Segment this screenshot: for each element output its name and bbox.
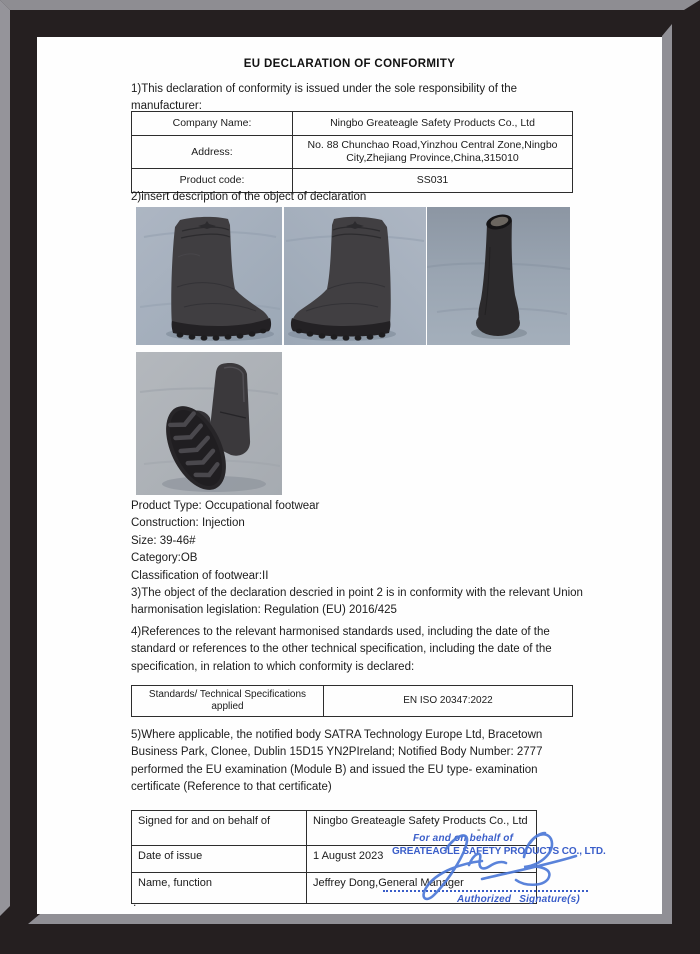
stamp-company-name: GREATEAGLE SAFETY PRODUCTS CO., LTD.	[392, 846, 606, 857]
authorized-signature-caption: Authorized Signature(s)	[457, 894, 580, 905]
point5-text: 5)Where applicable, the notified body SATRA Technology Europe Ltd, Bracetown Business Park, Clonee, Dublin 15D15 YN2PIreland; Notified Body Number: 2777 performed the EU examination (Module B) and issued the EU type- examination certificate (Reference to that certificate)	[131, 729, 543, 794]
standards-table	[131, 685, 573, 717]
product-photo-side-right	[136, 207, 282, 345]
table-row	[132, 112, 573, 136]
classification-line: Classification of footwear:II	[131, 569, 269, 582]
boot-sole-view-illustration	[136, 352, 282, 495]
standards-value: EN ISO 20347:2022	[324, 686, 573, 717]
boot-side-right-illustration	[136, 207, 282, 345]
point2-text: 2)insert description of the object of declaration	[131, 191, 367, 203]
stamp-for-and-on-behalf: For and on behalf of	[413, 833, 514, 844]
signed-for-label: Signed for and on behalf of	[132, 811, 307, 846]
size-line: Size: 39-46#	[131, 534, 196, 547]
name-function-value: Jeffrey Dong,General Manager	[307, 873, 537, 904]
name-function-label: Name, function	[132, 873, 307, 904]
frame-silver-left	[0, 0, 10, 916]
date-of-issue-label: Date of issue	[132, 846, 307, 873]
manufacturer-table	[131, 111, 573, 193]
product-type-line: Product Type: Occupational footwear	[131, 500, 320, 512]
product-photo-back-view	[427, 207, 570, 345]
category-line: Category:OB	[131, 552, 198, 565]
date-of-issue-value: 1 August 2023	[307, 846, 537, 873]
product-code-value: SS031	[293, 169, 573, 193]
product-code-label: Product code:	[132, 169, 293, 193]
address-value: No. 88 Chunchao Road,Yinzhou Central Zone,Ningbo City,Zhejiang Province,China,315010	[293, 136, 573, 169]
table-row	[132, 686, 573, 717]
point4-text: 4)References to the relevant harmonised standards used, including the date of the standard or references to the other technical specification, including the date of the specification, in relation to which conformity is declared:	[131, 626, 552, 673]
standards-label: Standards/ Technical Specifications applied	[132, 686, 324, 717]
construction-line: Construction: Injection	[131, 517, 245, 530]
frame-silver-top	[0, 0, 700, 10]
signed-for-value: Ningbo Greateagle Safety Products Co., Ltd	[307, 811, 537, 846]
handwritten-signature	[412, 823, 587, 907]
document-page	[37, 37, 662, 914]
company-name-value: Ningbo Greateagle Safety Products Co., Ltd	[293, 112, 573, 136]
document-title: EU DECLARATION OF CONFORMITY	[243, 58, 456, 70]
trailing-period: .	[133, 895, 137, 909]
boot-back-view-illustration	[427, 207, 570, 345]
point1-text: 1)This declaration of conformity is issued under the sole responsibility of the manufacturer:	[131, 83, 518, 113]
table-row	[132, 136, 573, 169]
company-name-label: Company Name:	[132, 112, 293, 136]
address-label: Address:	[132, 136, 293, 169]
product-photo-side-left	[284, 207, 426, 345]
product-photo-sole-view	[136, 352, 282, 495]
point3-text: 3)The object of the declaration descried in point 2 is in conformity with the relevant Union harmonisation legislation: Regulation (EU) 2016/425	[131, 587, 583, 617]
stray-dash-mark: -	[477, 824, 481, 836]
product-details-block	[131, 498, 589, 585]
boot-side-left-illustration	[284, 207, 426, 345]
